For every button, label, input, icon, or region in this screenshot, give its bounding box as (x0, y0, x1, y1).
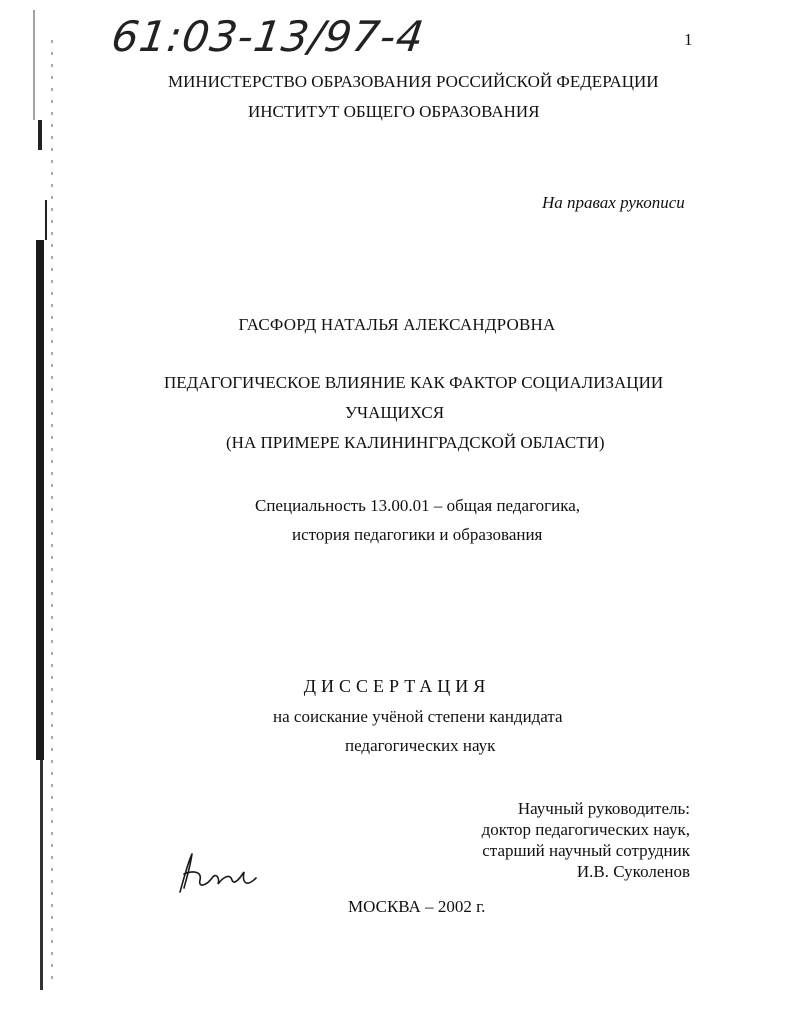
title-line-3: (НА ПРИМЕРЕ КАЛИНИНГРАДСКОЙ ОБЛАСТИ) (226, 433, 605, 452)
advisor-degree: доктор педагогических наук, (481, 820, 690, 839)
degree-line-1: на соискание учёной степени кандидата (273, 707, 563, 726)
advisor-position: старший научный сотрудник (482, 841, 690, 860)
degree-line-2: педагогических наук (345, 736, 496, 755)
author-name: ГАСФОРД НАТАЛЬЯ АЛЕКСАНДРОВНА (238, 315, 556, 334)
advisor-name: И.В. Суколенов (576, 862, 690, 881)
advisor-block (482, 798, 690, 882)
archive-number-stamp: 61:03-13/97-4 (108, 12, 428, 61)
title-line-2: УЧАЩИХСЯ (345, 403, 445, 422)
advisor-role: Научный руководитель: (517, 799, 690, 818)
work-type-heading: ДИССЕРТАЦИЯ (303, 676, 491, 696)
ministry-line: МИНИСТЕРСТВО ОБРАЗОВАНИЯ РОССИЙСКОЙ ФЕДЕРАЦИИ (168, 72, 659, 91)
page-number: 1 (684, 30, 693, 49)
specialty-line-2: история педагогики и образования (292, 525, 543, 544)
title-line-1: ПЕДАГОГИЧЕСКОЕ ВЛИЯНИЕ КАК ФАКТОР СОЦИАЛИЗАЦИИ (164, 373, 664, 392)
rights-note: На правах рукописи (542, 193, 685, 212)
city-year: МОСКВА – 2002 г. (348, 897, 486, 916)
specialty-line-1: Специальность 13.00.01 – общая педагогика, (255, 496, 580, 515)
author-signature (172, 848, 262, 898)
scan-edge-shadow (0, 0, 60, 1016)
institute-line: ИНСТИТУТ ОБЩЕГО ОБРАЗОВАНИЯ (248, 102, 540, 121)
